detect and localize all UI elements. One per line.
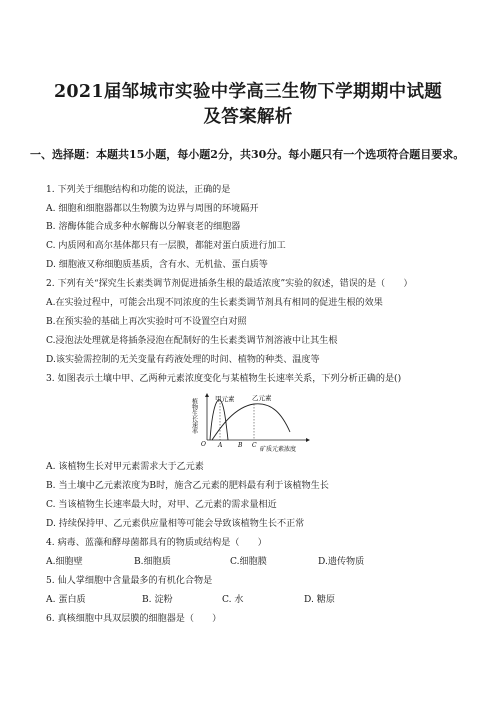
q4-option-c: C.细胞膜 xyxy=(230,557,267,567)
q5-option-a: A. 蛋白质 xyxy=(46,595,86,605)
q5-option-d: D. 糖原 xyxy=(304,595,335,605)
figure-tick-a: A xyxy=(218,442,223,449)
q1-stem: 1. 下列关于细胞结构和功能的说法，正确的是 xyxy=(46,185,231,195)
q4-option-a: A.细胞壁 xyxy=(46,557,83,567)
figure-y-label: 植物生长速率 xyxy=(190,398,198,434)
q5-stem: 5. 仙人掌细胞中含量最多的有机化合物是 xyxy=(46,576,213,586)
page-title-line-1: 2021届邹城市实验中学高三生物下学期期中试题 xyxy=(53,82,443,102)
q1-option-c: C. 内质网和高尔基体都只有一层膜，都能对蛋白质进行加工 xyxy=(46,241,286,251)
q2-option-a: A.在实验过程中，可能会出现不同浓度的生长素类调节剂具有相同的促进生根的效果 xyxy=(46,298,383,308)
q2-option-d: D.该实验需控制的无关变量有药液处理的时间、植物的种类、温度等 xyxy=(46,355,320,365)
q3-stem: 3. 如图表示土壤中甲、乙两种元素浓度变化与某植物生长速率关系，下列分析正确的是() xyxy=(46,374,402,384)
q2-option-c: C.浸泡法处理就是将插条浸泡在配制好的生长素类调节剂溶液中让其生根 xyxy=(46,336,338,346)
q1-option-a: A. 细胞和细胞器都以生物膜为边界与周围的环境隔开 xyxy=(46,204,259,214)
figure-x-label: 矿质元素浓度 xyxy=(260,446,297,452)
q1-option-b: B. 溶酶体能合成多种水解酶以分解衰老的细胞器 xyxy=(46,222,241,232)
growth-rate-figure xyxy=(190,392,320,452)
section-heading: 一、选择题：本题共15小题，每小题2分，共30分。每小题只有一个选项符合题目要求。 xyxy=(30,148,465,161)
q6-stem: 6. 真核细胞中具双层膜的细胞器是（ ） xyxy=(46,614,222,624)
figure-tick-c: C xyxy=(252,442,257,449)
figure-origin-label: O xyxy=(201,441,206,448)
q3-option-b: B. 当土壤中乙元素浓度为B时，施含乙元素的肥料最有利于该植物生长 xyxy=(46,481,329,491)
q5-option-c: C. 水 xyxy=(222,595,244,605)
figure-curve-b-label: 乙元素 xyxy=(252,394,272,402)
q2-option-b: B.在预实验的基础上再次实验时可不设置空白对照 xyxy=(46,317,247,327)
q4-option-b: B.细胞质 xyxy=(134,557,171,567)
figure-tick-b: B xyxy=(238,442,243,449)
figure-curve-a xyxy=(210,400,228,440)
figure-curve-a-label: 甲元素 xyxy=(215,395,235,403)
q4-stem: 4. 病毒、蓝藻和酵母菌都具有的物质或结构是（ ） xyxy=(46,538,267,548)
q3-option-d: D. 持续保持甲、乙元素供应量相等可能会导致该植物生长不正常 xyxy=(46,519,305,529)
figure-x-arrow xyxy=(306,438,310,442)
q5-option-b: B. 淀粉 xyxy=(142,595,173,605)
q1-option-d: D. 细胞液又称细胞质基质，含有水、无机盐、蛋白质等 xyxy=(46,260,268,270)
figure-y-arrow xyxy=(205,393,209,397)
page-title-line-2: 及答案解析 xyxy=(203,107,293,127)
q3-option-a: A. 该植物生长对甲元素需求大于乙元素 xyxy=(46,462,204,472)
q2-stem: 2. 下列有关“探究生长素类调节剂促进插条生根的最适浓度”实验的叙述，错误的是（ ） xyxy=(46,279,413,289)
q3-option-c: C. 当该植物生长速率最大时，对甲、乙元素的需求量相近 xyxy=(46,500,277,510)
q4-option-d: D.遗传物质 xyxy=(318,557,365,567)
